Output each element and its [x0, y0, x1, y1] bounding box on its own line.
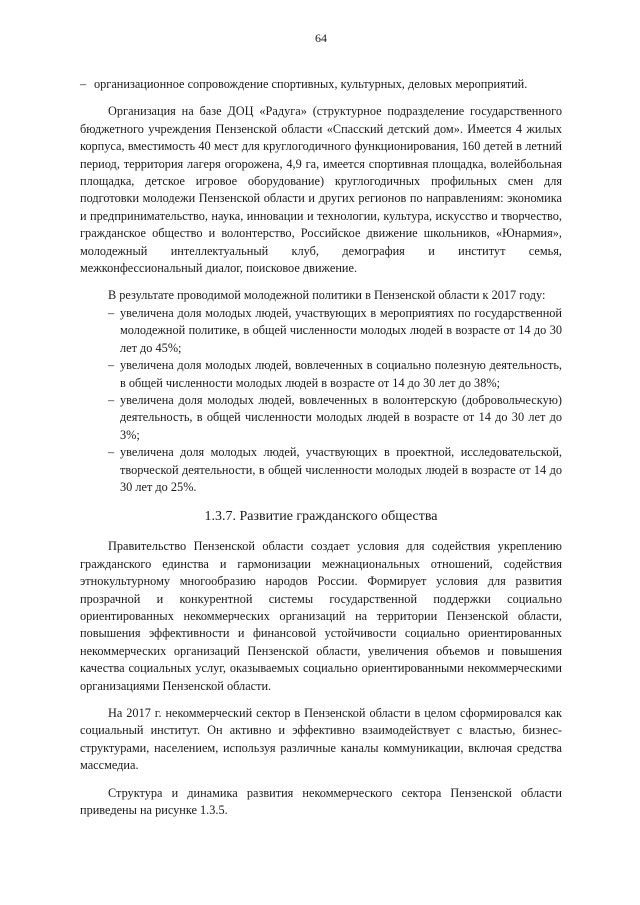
figure-reference-paragraph: Структура и динамика развития некоммерческого сектора Пензенской области приведены на рисунке 1.3.5. — [80, 785, 562, 818]
government-paragraph: Правительство Пензенской области создает условия для содействия укреплению гражданского единства и гармонизации межнациональных отношений, содействия этнокультурному многообразию народов России. Формирует условия для развития прозрачной и конкурентной системы государственной поддержки социально ориентированных некоммерческих организаций на территории Пензенской области, повышения эффективности и финансовой устойчивости социально ориентированных некоммерческих организаций Пензенской области, увеличения объемов и повышения качества социальных услуг, оказываемых социально ориентированными некоммерческими организациями Пензенской области. — [80, 539, 562, 693]
result-item — [80, 357, 562, 392]
result-item — [80, 444, 562, 496]
bullet-dash: – — [108, 392, 115, 407]
page-number: 64 — [315, 31, 327, 45]
results-list — [80, 305, 562, 496]
event-support-bullet — [80, 76, 562, 93]
result-text: увеличена доля молодых людей, участвующих в мероприятиях по государственной молодежной политике, в общей численности молодых людей в возрасте от 14 до 30 лет до 45%; — [120, 305, 562, 355]
result-text: увеличена доля молодых людей, вовлеченных в социально полезную деятельность, в общей численности молодых людей в возрасте от 14 до 30 лет до 38%; — [120, 358, 562, 390]
results-intro-paragraph: В результате проводимой молодежной политики в Пензенской области к 2017 году: — [108, 288, 546, 303]
bullet-dash: – — [80, 77, 87, 91]
camp-paragraph: Организация на базе ДОЦ «Радуга» (структурное подразделение государственного бюджетного учреждения Пензенской области «Спасский детский дом». Имеется 4 жилых корпуса, вместимость 40 мест для круглогодичного функционирования, 160 детей в летний период, территория лагеря огорожена, 4,9 га, имеется спортивная площадка, волейбольная площадка, детское игровое оборудование) круглогодичных профильных смен для подготовки молодежи Пензенской области и других регионов по направлениям: экономика и предпринимательство, наука, инновации и технологии, культура, искусство и творчество, гражданское общество и волонтерство, Российское движение школьников, «Юнармия», молодежный интеллектуальный клуб, демография и институт семья, межконфессиональный диалог, поисковое движение. — [80, 104, 562, 276]
result-item — [80, 305, 562, 357]
nonprofit-sector-paragraph: На 2017 г. некоммерческий сектор в Пензенской области в целом сформировался как социальный институт. Он активно и эффективно взаимодействует с властью, бизнес-структурами, населением, используя различные каналы коммуникации, включая средства массмедиа. — [80, 706, 562, 773]
event-support-text: организационное сопровождение спортивных, культурных, деловых мероприятий. — [94, 77, 528, 91]
bullet-dash: – — [108, 445, 115, 460]
result-text: увеличена доля молодых людей, вовлеченных в волонтерскую (добровольческую) деятельность, в общей численности молодых людей в возрасте от 14 до 30 лет до 3%; — [120, 392, 562, 442]
result-item — [80, 392, 562, 444]
section-heading: 1.3.7. Развитие гражданского общества — [204, 509, 438, 525]
bullet-dash: – — [108, 305, 115, 320]
bullet-dash: – — [108, 358, 115, 373]
result-text: увеличена доля молодых людей, участвующих в проектной, исследовательской, творческой деятельности, в общей численности молодых людей в возрасте от 14 до 30 лет до 25%. — [120, 445, 562, 494]
document-page — [80, 30, 562, 819]
